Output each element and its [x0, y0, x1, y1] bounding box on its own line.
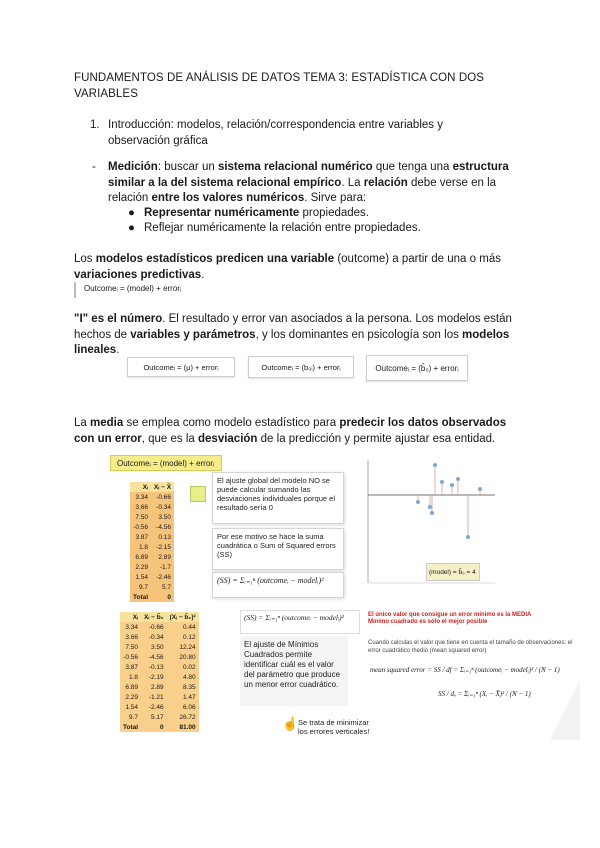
- text: se emplea como modelo estadístico para: [123, 417, 340, 429]
- highlight-marker: [190, 486, 206, 502]
- table-cell: 7.50: [135, 513, 149, 521]
- table-cell: 7.50: [125, 643, 139, 651]
- note-least-squares: El ajuste de Mínimos Cuadrados permite identificar cuál es el valor del parámetro que produce un menor error cuadrático.: [244, 640, 341, 689]
- table-cell: 0: [167, 593, 172, 601]
- note-sum-deviations: El ajuste global del modelo NO se puede calcular sumando las desviaciones individuales porque el resultado sería 0: [217, 476, 335, 512]
- table-cell: 0.02: [183, 663, 196, 671]
- table-cell: 6.89: [125, 683, 139, 691]
- text: que tenga una: [372, 161, 453, 173]
- deviation-table-2: [120, 612, 199, 732]
- table-total-row: [120, 722, 199, 732]
- table-cell: -0.66: [156, 493, 172, 501]
- text: Los: [74, 253, 96, 265]
- data-point: [478, 487, 482, 491]
- table-cell: -0.34: [156, 503, 172, 511]
- table-row: [120, 692, 199, 702]
- red-note-2: Mínimo cuadrado es sólo el mejor posible: [368, 619, 488, 625]
- ss-formula-2: (SS) = Σᵢ₌₁ⁿ (outcomeᵢ − modelᵢ)²: [244, 613, 344, 622]
- formula-box-b0i: Outcomeᵢ = (b₀ᵢ) + errorᵢ: [248, 356, 354, 378]
- document-title: FUNDAMENTOS DE ANÁLISIS DE DATOS TEMA 3: ESTADÍSTICA CON DOS VARIABLES: [74, 72, 485, 100]
- table-cell: -1.21: [148, 693, 164, 701]
- table-cell: 0.44: [183, 623, 196, 631]
- table-cell: 1.47: [183, 693, 196, 701]
- term: "I" es el número: [74, 313, 163, 325]
- table-row: [130, 572, 174, 582]
- note-minimize: Se trata de minimizar los errores verticales!: [298, 718, 370, 736]
- term: predecir los datos observados con un error: [74, 417, 507, 445]
- table-cell: 0: [159, 723, 164, 731]
- table-cell: -0.13: [148, 663, 164, 671]
- formula-box-b0hat: Outcomeᵢ = (b̂₀) + errorᵢ: [366, 355, 468, 381]
- term: variaciones predictivas: [74, 268, 202, 281]
- bullet-dot: ●: [128, 222, 135, 234]
- table-cell: 3.34: [125, 623, 139, 631]
- text: .: [116, 344, 120, 356]
- list-number: 1.: [90, 119, 100, 131]
- table-cell: -0.34: [148, 633, 164, 641]
- note-mse: Cuando calculas el valor que tiene en cuenta el tamaño de observaciones: el error cuadrático medio (mean squared error): [368, 640, 573, 654]
- table-row: [120, 672, 199, 682]
- formula-quote-bar: [74, 282, 76, 298]
- table-cell: 20.80: [179, 653, 196, 661]
- term: estructura similar a la del sistema relacional empírico: [108, 161, 509, 189]
- table-cell: 6.89: [135, 553, 149, 561]
- text: . El resultado y error van asociados a la persona. Los modelos están hechos de: [74, 313, 512, 341]
- table-cell: -2.46: [156, 573, 172, 581]
- table-row: [120, 702, 199, 712]
- table-cell: Total: [123, 723, 139, 731]
- note-card-1: [212, 472, 344, 524]
- note-card-2: [212, 528, 344, 570]
- table-header: Xᵢ: [130, 482, 151, 492]
- modelos-paragraph: [74, 252, 514, 283]
- sub-bullet-1: [144, 206, 369, 222]
- bullet-dot: ●: [128, 207, 135, 219]
- table-cell: 1.54: [135, 573, 149, 581]
- text: propiedades.: [299, 207, 370, 219]
- text: de la predicción y permite ajustar esa entidad.: [257, 432, 496, 445]
- ss-formula: (SS) = Σᵢ₌₁ⁿ (outcomeᵢ − modelᵢ)²: [217, 576, 324, 585]
- table: [130, 482, 174, 602]
- formula-outcome: Outcomeᵢ = (model) + errorᵢ: [84, 284, 182, 293]
- table-cell: 0.13: [158, 533, 172, 541]
- table-cell: 4.80: [183, 673, 196, 681]
- data-point: [456, 477, 460, 481]
- table-cell: 9.7: [129, 713, 139, 721]
- table-cell: 1.8: [139, 543, 149, 551]
- table-row: [130, 542, 174, 552]
- variance-formula: SS / dₒ = Σᵢ₌₁ⁿ (Xᵢ − X̄)² / (N − 1): [438, 690, 531, 698]
- data-points: [416, 463, 482, 539]
- table-cell: 2.89: [150, 683, 164, 691]
- table-cell: 2.29: [135, 563, 149, 571]
- table-row: [120, 642, 199, 652]
- table-cell: 3.50: [158, 513, 172, 521]
- table-cell: Total: [133, 593, 149, 601]
- table-cell: 26.72: [179, 713, 196, 721]
- term: entre los valores numéricos: [151, 192, 305, 204]
- table-cell: -0.66: [148, 623, 164, 631]
- table-row: [120, 652, 199, 662]
- table-row: [120, 712, 199, 722]
- table-total-row: [130, 592, 174, 602]
- table-cell: -0.56: [133, 523, 149, 531]
- table-cell: 2.89: [158, 553, 172, 561]
- table-cell: 6.06: [183, 703, 196, 711]
- red-note-block: [368, 612, 568, 632]
- text: . La: [341, 176, 364, 189]
- ss-formula-card: [212, 572, 344, 598]
- table-row: [130, 562, 174, 572]
- media-paragraph: [74, 416, 524, 447]
- table-cell: -2.46: [148, 703, 164, 711]
- intro-text: Introducción: modelos, relación/correspondencia entre variables y observación gráfica: [108, 119, 443, 147]
- table-row: [120, 622, 199, 632]
- data-point: [433, 463, 437, 467]
- table-row: [120, 632, 199, 642]
- table-cell: 8.35: [183, 683, 196, 691]
- table-cell: 1.8: [129, 673, 139, 681]
- dash-bullet: -: [92, 161, 96, 173]
- term: Representar numéricamente: [144, 207, 300, 219]
- table-row: [120, 662, 199, 672]
- text: : buscar un: [157, 161, 218, 173]
- table-row: [130, 492, 174, 502]
- table-row: [130, 582, 174, 592]
- table-row: [120, 682, 199, 692]
- data-point: [430, 511, 434, 515]
- table-cell: 3.66: [125, 633, 139, 641]
- text: (outcome) a partir de una o más: [334, 253, 501, 265]
- table-cell: 12.24: [179, 643, 196, 651]
- text: , y los dominantes en psicología son los: [255, 328, 463, 341]
- model-label: (model) = b̂₀ = 4: [426, 563, 480, 581]
- table-cell: 5.17: [150, 713, 164, 721]
- term: media: [90, 417, 124, 429]
- table-header: Xᵢ − X̄: [151, 482, 174, 492]
- term: modelos estadísticos predicen una variable: [95, 253, 335, 265]
- table-cell: -0.56: [123, 653, 139, 661]
- table-row: [130, 512, 174, 522]
- table-cell: 3.87: [135, 533, 149, 541]
- table-cell: 1.54: [125, 703, 139, 711]
- table-row: [130, 502, 174, 512]
- data-point: [466, 535, 470, 539]
- medicion-paragraph: [108, 160, 528, 207]
- table-row: [130, 552, 174, 562]
- text: . Sirve para:: [304, 192, 367, 204]
- table-cell: 2.29: [125, 693, 139, 701]
- table-cell: 3.34: [135, 493, 149, 501]
- term: variables y parámetros: [130, 328, 256, 341]
- figure-banner: Outcomeᵢ = (model) + errorᵢ: [110, 455, 222, 471]
- deviation-table-1: [130, 482, 174, 602]
- table-cell: -4.56: [148, 653, 164, 661]
- table-cell: 5.7: [162, 583, 172, 591]
- table-cell: -1.7: [159, 563, 172, 571]
- text: debe verse en la relación: [108, 176, 497, 204]
- numero-paragraph: [74, 312, 524, 359]
- term: sistema relacional numérico: [217, 161, 373, 173]
- text: La: [74, 417, 90, 429]
- table-header: (Xᵢ − b̂₀)²: [167, 612, 199, 622]
- table-cell: 3.50: [150, 643, 164, 651]
- data-point: [450, 483, 454, 487]
- term: modelos lineales: [74, 328, 510, 356]
- ss-formula-card-2: [240, 610, 360, 634]
- data-point: [440, 480, 444, 484]
- term: relación: [363, 176, 408, 189]
- text: .: [201, 268, 205, 281]
- note-ss: Por ese motivo se hace la suma cuadrática o Sum of Squared errors (SS): [217, 532, 336, 559]
- term-medicion: Medición: [108, 161, 158, 173]
- table: [120, 612, 199, 732]
- text: , que es la: [141, 432, 198, 445]
- decorative-triangle: [545, 680, 580, 740]
- table-cell: -4.56: [156, 523, 172, 531]
- table-cell: -2.15: [156, 543, 172, 551]
- pointing-hand-icon: ☝: [282, 716, 299, 731]
- sub-bullet-2: Reflejar numéricamente la relación entre propiedades.: [144, 222, 421, 234]
- table-header: Xᵢ − b̂₀: [141, 612, 167, 622]
- data-point: [428, 505, 432, 509]
- table-cell: -2.19: [148, 673, 164, 681]
- term: desviación: [198, 432, 258, 445]
- table-cell: 81.00: [179, 723, 196, 731]
- red-note-1: El único valor que consigue un error mínimo es la MEDIA: [368, 612, 532, 618]
- table-row: [130, 532, 174, 542]
- table-row: [130, 522, 174, 532]
- data-point: [416, 500, 420, 504]
- formula-box-mu: Outcomeᵢ = (μ) + errorᵢ: [127, 357, 235, 377]
- table-cell: 0.12: [183, 633, 196, 641]
- mse-formula: mean squared error = SS / df = Σᵢ₌₁ⁿ (outcomeᵢ − modelᵢ)² / (N − 1): [370, 666, 560, 674]
- table-cell: 3.66: [135, 503, 149, 511]
- table-cell: 9.7: [139, 583, 149, 591]
- table-cell: 3.87: [125, 663, 139, 671]
- least-squares-card: [240, 636, 348, 706]
- table-header: Xᵢ: [120, 612, 141, 622]
